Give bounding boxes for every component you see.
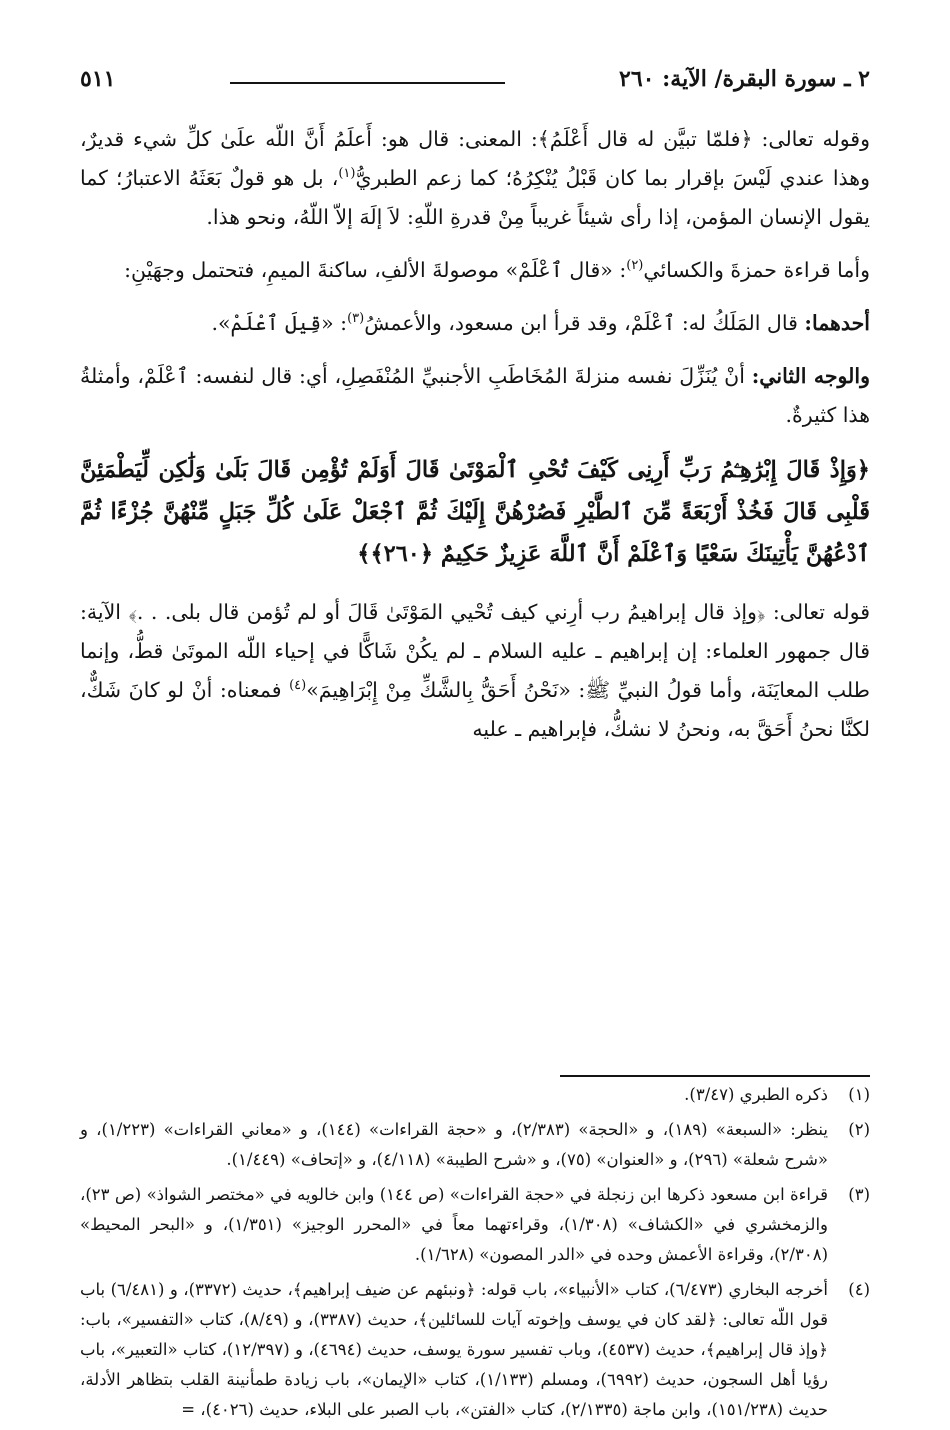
paragraph (80, 593, 870, 749)
paragraph (80, 251, 870, 290)
footnotes (80, 1080, 870, 1430)
running-title: ٢ ـ سورة البقرة/ الآية: ٢٦٠ (619, 66, 870, 92)
footnote (80, 1180, 870, 1270)
paragraph-text: وقوله تعالى: ﴿فلمّا تبيَّن له قال أَعْلَمُ﴾: المعنى: قال هو: أَعلَمُ أَنَّ اللّه علَىٰ كلِّ شيء قديرٌ، وهذا عندي لَيْسَ بإقرار بما كان قَبْلُ يُنْكِرُهُ؛ كما زعم الطبريُّ (80, 127, 870, 190)
footnote-ref: (٤) (289, 678, 307, 694)
paragraph (80, 357, 870, 435)
footnote-number: (٤) (848, 1280, 870, 1299)
paragraph (80, 120, 870, 237)
page-number: ٥١١ (80, 66, 116, 92)
footnote-text: ذكره الطبري (٣/٤٧). (684, 1085, 828, 1104)
paragraph-label: والوجه الثاني: (751, 364, 870, 388)
main-text (80, 120, 870, 763)
paragraph-text: قال المَلَكُ له: ٱعْلَمْ، وقد قرأ ابن مسعود، والأعمشُ (364, 311, 805, 335)
footnote-text: ينظر: «السبعة» (١٨٩)، و «الحجة» (٢/٣٨٣)، و «حجة القراءات» (١٤٤)، و «معاني القراءات» (١/٢٢٣)، و «شرح شعلة» (٢٩٦)، و «العنوان» (٧٥)، و «شرح الطيبة» (٤/١١٨)، و «إتحاف» (١/٤٤٩). (80, 1120, 829, 1169)
page-header (80, 62, 870, 102)
footnote-rule (560, 1075, 870, 1077)
footnote-number: (٣) (848, 1185, 870, 1204)
footnote (80, 1275, 870, 1425)
footnote-number: (٢) (848, 1120, 870, 1139)
quran-verse: ﴿وَإِذْ قَالَ إِبْرَٰهِـۧمُ رَبِّ أَرِنِى كَيْفَ تُحْىِ ٱلْمَوْتَىٰ قَالَ أَوَلَمْ تُؤْمِن قَالَ بَلَىٰ وَلَٰكِن لِّيَطْمَئِنَّ قَلْبِى قَالَ فَخُذْ أَرْبَعَةً مِّنَ ٱلطَّيْرِ فَصُرْهُنَّ إِلَيْكَ ثُمَّ ٱجْعَلْ عَلَىٰ كُلِّ جَبَلٍ مِّنْهُنَّ جُزْءًا ثُمَّ ٱدْعُهُنَّ يَأْتِينَكَ سَعْيًا وَٱعْلَمْ أَنَّ ٱللَّهَ عَزِيزٌ حَكِيمٌ ﴿٢٦٠﴾﴾ (80, 457, 870, 567)
footnote-text: قراءة ابن مسعود ذكرها ابن زنجلة في «حجة القراءات» (ص ١٤٤) وابن خالويه في «مختصر الشواذ» (ص ٢٣)، والزمخشري في «الكشاف» (١/٣٠٨)، وقراءتهما معاً في «المحرر الوجيز» (١/٣٥١)، و «البحر المحيط» (٢/٣٠٨)، وقراءة الأعمش وحده في «الدر المصون» (١/٦٢٨). (80, 1185, 828, 1264)
paragraph-text: وأما قراءة حمزةَ والكسائي (643, 258, 870, 282)
paragraph-label: أحدهما: (804, 311, 870, 335)
paragraph (80, 304, 870, 343)
paragraph-text: أنْ يُنَزِّلَ نفسه منزلةَ المُخَاطَبِ الأجنبيِّ المُنْفَصِلِ، أي: قال لنفسه: ٱعْلَمْ، وأمثلةُ هذا كثيرةٌ. (80, 364, 870, 427)
paragraph-text-cont: : «قِيلَ ٱعْلَمْ». (211, 311, 348, 335)
footnote-ref: (٣) (347, 311, 365, 327)
footnote-text: أخرجه البخاري (٦/٤٧٣)، كتاب «الأنبياء»، باب قوله: ﴿ونبئهم عن ضيف إبراهيم﴾، حديث (٣٣٧٢)، و (٦/٤٨١) باب قول اللّه تعالى: ﴿لقد كان في يوسف وإخوته آيات للسائلين﴾، حديث (٣٣٨٧)، و (٨/٤٩)، كتاب «التفسير»، باب: ﴿وإذ قال إبراهيم﴾، حديث (٤٥٣٧)، وباب تفسير سورة يوسف، حديث (٤٦٩٤)، و (١٢/٣٩٧)، كتاب «التعبير»، باب رؤيا أهل السجون، حديث (٦٩٩٢)، ومسلم (١/١٣٣)، كتاب «الإيمان»، باب زيادة طمأنينة القلب بتظاهر الأدلة، حديث (١٥١/٢٣٨)، وابن ماجة (٢/١٣٣٥)، كتاب «الفتن»، باب الصبر على البلاء، حديث (٤٠٢٦)، = (80, 1280, 828, 1419)
paragraph-text-cont: : «قال ٱعْلَمْ» موصولةَ الألفِ، ساكنةَ الميمِ، فتحتمل وجهَيْنِ: (124, 258, 627, 282)
paragraph-text: قوله تعالى: ﴿وإذ قال إبراهيمُ رب أرِني كيف تُحْيي المَوْتَىٰ قَالَ أو لم تُؤمن قال بلى. . .﴾ الآية: قال جمهور العلماء: إن إبراهيم ـ عليه السلام ـ لم يكُنْ شَاكًّا في إحياء اللّه الموتَىٰ قطُّ، وإنما طلب المعايَنَة، وأما قولُ النبيِّ ﷺ: «نَحْنُ أَحَقُّ بِالشَّكِّ مِنْ إِبْرَاهِيمَ» (80, 600, 871, 702)
footnote-number: (١) (848, 1085, 870, 1104)
footnote-ref: (١) (338, 166, 356, 182)
paragraph-text-cont: فمعناه: أنْ لو كانَ شَكٌّ، لكنَّا نحنُ أَحَقَّ به، ونحنُ لا نشكُّ، فإبراهيم ـ عليه (80, 678, 870, 741)
footnote (80, 1115, 870, 1175)
footnote (80, 1080, 870, 1110)
header-rule (230, 82, 505, 84)
footnote-ref: (٢) (626, 258, 644, 274)
paragraph-text-cont: ، بل هو قولٌ بَعَثَهُ الاعتبارُ؛ كما يقول الإنسان المؤمن، إذا رأى شيئاً غريباً مِنْ قدرةِ اللّهِ: لاَ إلَهَ إلاّ اللّهُ، ونحو هذا. (80, 166, 870, 229)
